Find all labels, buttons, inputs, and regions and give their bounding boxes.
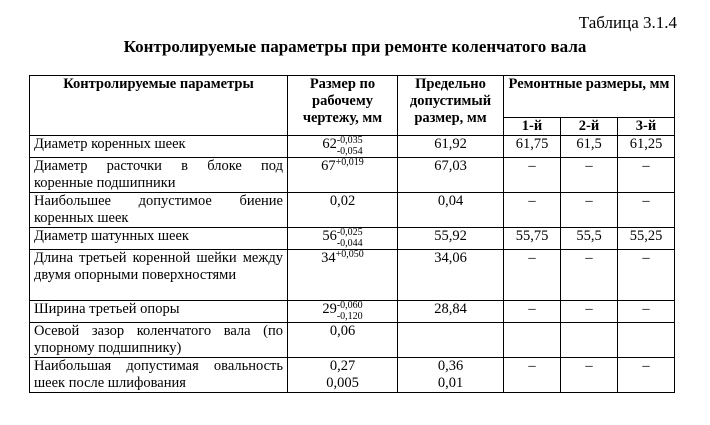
cell-drawing-size bbox=[288, 228, 398, 250]
tolerance-lower: -0,120 bbox=[336, 311, 363, 322]
cell-param-name: Наибольшее допустимое биение коренных шеек bbox=[30, 193, 288, 228]
cell-repair-3 bbox=[618, 323, 675, 358]
cell-repair-2 bbox=[561, 323, 618, 358]
cell-limit-size: 55,92 bbox=[398, 228, 504, 250]
parameters-table bbox=[29, 75, 675, 393]
cell-repair-1: – bbox=[504, 250, 561, 301]
cell-repair-3: – bbox=[618, 193, 675, 228]
cell-limit-size: 61,92 bbox=[398, 136, 504, 158]
size-base: 62 bbox=[322, 136, 337, 152]
cell-param-name: Наибольшая допустимая овальность шеек после шлифования bbox=[30, 358, 288, 393]
tolerance-lower: -0,044 bbox=[336, 238, 363, 249]
size-base: 29 bbox=[322, 301, 337, 317]
cell-param-name: Ширина третьей опоры bbox=[30, 301, 288, 323]
cell-param-name: Диаметр шатунных шеек bbox=[30, 228, 288, 250]
cell-limit-size: 28,84 bbox=[398, 301, 504, 323]
tolerance-upper: -0,060 bbox=[336, 300, 363, 311]
header-repair-1: 1-й bbox=[504, 118, 561, 136]
size-base: 67 bbox=[321, 158, 336, 174]
size-tolerance bbox=[337, 136, 363, 157]
cell-limit-size: 34,06 bbox=[398, 250, 504, 301]
table-title: Контролируемые параметры при ремонте коленчатого вала bbox=[123, 37, 587, 56]
cell-drawing-size bbox=[288, 358, 398, 393]
cell-drawing-size bbox=[288, 193, 398, 228]
cell-limit-size bbox=[398, 323, 504, 358]
header-drawing-size: Размер по рабочему чертежу, мм bbox=[288, 76, 398, 136]
cell-repair-3: – bbox=[618, 301, 675, 323]
cell-param-name: Диаметр коренных шеек bbox=[30, 136, 288, 158]
cell-repair-2: – bbox=[561, 301, 618, 323]
cell-repair-1: – bbox=[504, 358, 561, 393]
cell-repair-2: – bbox=[561, 250, 618, 301]
table-row bbox=[30, 158, 675, 193]
size-tolerance bbox=[337, 301, 363, 322]
header-repair-3: 3-й bbox=[618, 118, 675, 136]
table-row bbox=[30, 358, 675, 393]
table-row bbox=[30, 301, 675, 323]
size-tolerance bbox=[336, 158, 364, 168]
cell-repair-3: 55,25 bbox=[618, 228, 675, 250]
cell-repair-1 bbox=[504, 323, 561, 358]
table-row bbox=[30, 228, 675, 250]
cell-repair-3: – bbox=[618, 250, 675, 301]
tolerance-upper: -0,025 bbox=[336, 227, 363, 238]
header-limit-size: Предельно допустимый размер, мм bbox=[398, 76, 504, 136]
cell-param-name: Длина третьей коренной шейки между двумя опорными поверхностями bbox=[30, 250, 288, 301]
cell-repair-2: – bbox=[561, 193, 618, 228]
cell-repair-3: 61,25 bbox=[618, 136, 675, 158]
table-row bbox=[30, 136, 675, 158]
size-tolerance bbox=[336, 250, 364, 260]
cell-repair-1: – bbox=[504, 158, 561, 193]
limit-size-second: 0,01 bbox=[437, 375, 464, 391]
cell-repair-2: 55,5 bbox=[561, 228, 618, 250]
table-row bbox=[30, 323, 675, 358]
size-base: 34 bbox=[321, 250, 336, 266]
header-repair-2: 2-й bbox=[561, 118, 618, 136]
cell-repair-1: – bbox=[504, 193, 561, 228]
cell-limit-size: 0,04 bbox=[398, 193, 504, 228]
cell-drawing-size bbox=[288, 323, 398, 358]
cell-param-name: Диаметр расточки в блоке под коренные подшипники bbox=[30, 158, 288, 193]
table-row bbox=[30, 250, 675, 301]
table-number: Таблица 3.1.4 bbox=[578, 13, 677, 32]
header-param: Контролируемые параметры bbox=[30, 76, 288, 136]
size-base: 0,27 bbox=[329, 358, 356, 374]
size-base: 0,06 bbox=[329, 323, 356, 339]
cell-limit-size: 67,03 bbox=[398, 158, 504, 193]
size-tolerance bbox=[337, 228, 363, 249]
cell-repair-2: – bbox=[561, 158, 618, 193]
cell-repair-1: – bbox=[504, 301, 561, 323]
cell-param-name: Осевой зазор коленчатого вала (по упорному подшипнику) bbox=[30, 323, 288, 358]
size-base: 56 bbox=[322, 228, 337, 244]
tolerance-upper: +0,019 bbox=[335, 157, 364, 168]
size-base-second: 0,005 bbox=[326, 375, 359, 391]
cell-repair-2: 61,5 bbox=[561, 136, 618, 158]
cell-repair-1: 55,75 bbox=[504, 228, 561, 250]
cell-repair-3: – bbox=[618, 358, 675, 393]
tolerance-lower: -0,054 bbox=[336, 146, 363, 157]
cell-drawing-size bbox=[288, 136, 398, 158]
cell-limit-size: 0,36 0,01 bbox=[398, 358, 504, 393]
tolerance-upper: -0,035 bbox=[336, 135, 363, 146]
cell-repair-1: 61,75 bbox=[504, 136, 561, 158]
cell-drawing-size bbox=[288, 250, 398, 301]
tolerance-upper: +0,050 bbox=[335, 249, 364, 260]
size-base: 0,02 bbox=[329, 193, 356, 209]
header-repair-sizes: Ремонтные размеры, мм bbox=[504, 76, 675, 118]
cell-repair-3: – bbox=[618, 158, 675, 193]
table-row bbox=[30, 193, 675, 228]
cell-repair-2: – bbox=[561, 358, 618, 393]
cell-drawing-size bbox=[288, 301, 398, 323]
cell-drawing-size bbox=[288, 158, 398, 193]
